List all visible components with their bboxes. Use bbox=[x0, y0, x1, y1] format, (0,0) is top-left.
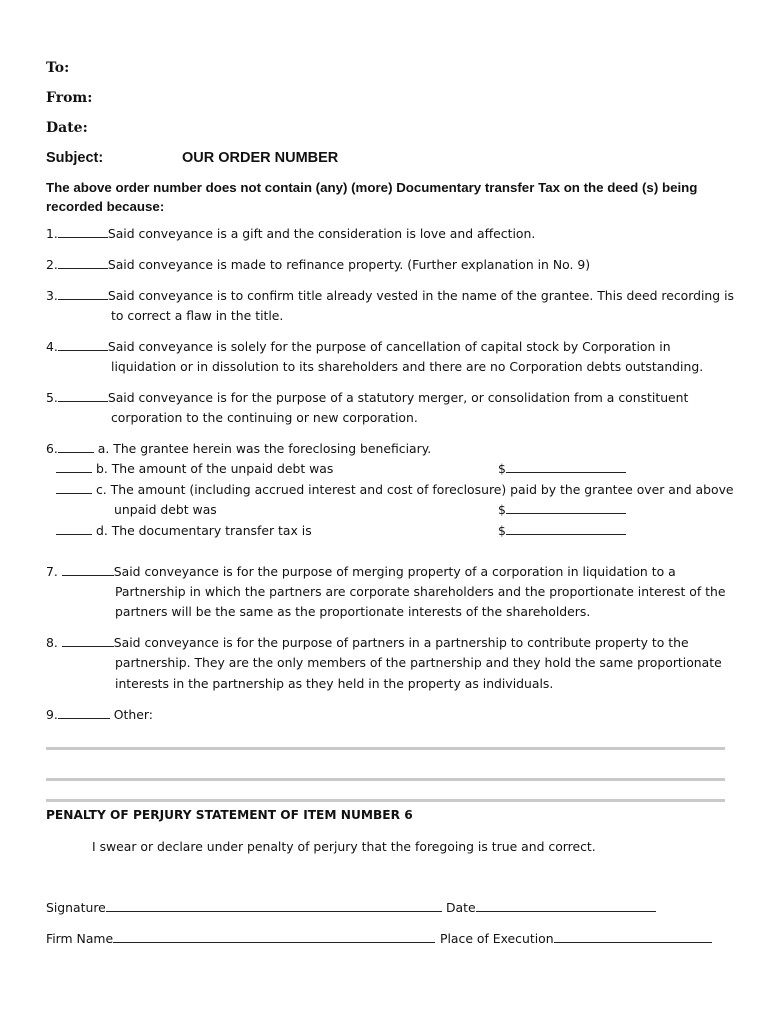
other-line-2[interactable] bbox=[46, 778, 725, 781]
item-number: 1. bbox=[46, 226, 58, 241]
item-text: Said conveyance is made to refinance property. (Further explanation in No. 9) bbox=[107, 257, 591, 272]
checkbox-blank[interactable] bbox=[56, 460, 92, 473]
item-number: 8. bbox=[46, 635, 58, 650]
dollar-sign: $ bbox=[498, 502, 506, 517]
item-text: Said conveyance is for the purpose of partners in a partnership to contribute property to the bbox=[113, 635, 689, 650]
item-number: 2. bbox=[46, 257, 58, 272]
other-label: Other: bbox=[113, 707, 153, 722]
item-6a-text: a. The grantee herein was the foreclosing beneficiary. bbox=[97, 441, 432, 456]
item-number: 3. bbox=[46, 288, 58, 303]
signature-date-label: Date bbox=[446, 900, 476, 915]
from-label: From: bbox=[46, 90, 93, 106]
place-row bbox=[440, 929, 712, 949]
checkbox-blank[interactable] bbox=[58, 440, 94, 453]
item-text: Said conveyance is for the purpose of merging property of a corporation in liquidation to a bbox=[113, 564, 676, 579]
item-7-continuation: Partnership in which the partners are corporate shareholders and the proportionate interest of the bbox=[115, 584, 726, 599]
item-3-continuation: to correct a flaw in the title. bbox=[111, 308, 284, 323]
firm-label: Firm Name bbox=[46, 931, 114, 946]
dollar-sign: $ bbox=[498, 523, 506, 538]
item-5 bbox=[46, 388, 688, 408]
item-4-continuation: liquidation or in dissolution to its shareholders and there are no Corporation debts outstanding. bbox=[111, 359, 704, 374]
amount-blank[interactable] bbox=[506, 460, 626, 473]
subject-value: OUR ORDER NUMBER bbox=[182, 150, 339, 166]
place-label: Place of Execution bbox=[440, 931, 554, 946]
checkbox-blank[interactable] bbox=[58, 225, 108, 238]
item-text: Said conveyance is for the purpose of a statutory merger, or consolidation from a constituent bbox=[107, 390, 689, 405]
intro-paragraph: The above order number does not contain (any) (more) Documentary transfer Tax on the deed (s) being recorded because: bbox=[46, 180, 698, 214]
item-9 bbox=[46, 705, 153, 725]
signature-field[interactable] bbox=[106, 899, 442, 912]
item-8-continuation: partnership. They are the only members of the partnership and they hold the same proportionate bbox=[115, 655, 722, 670]
item-6b bbox=[56, 459, 333, 479]
divider bbox=[46, 799, 725, 802]
date-label: Date: bbox=[46, 120, 88, 136]
checkbox-blank[interactable] bbox=[58, 256, 108, 269]
item-text: Said conveyance is to confirm title already vested in the name of the grantee. This deed recording is bbox=[107, 288, 734, 303]
signature-row bbox=[46, 898, 442, 918]
penalty-heading: PENALTY OF PERJURY STATEMENT OF ITEM NUMBER 6 bbox=[46, 808, 413, 822]
item-8 bbox=[46, 633, 689, 653]
checkbox-blank[interactable] bbox=[58, 287, 108, 300]
item-6b-text: b. The amount of the unpaid debt was bbox=[95, 461, 334, 476]
item-6d-text: d. The documentary transfer tax is bbox=[95, 523, 312, 538]
item-4 bbox=[46, 337, 671, 357]
item-number: 5. bbox=[46, 390, 58, 405]
item-5-continuation: corporation to the continuing or new corporation. bbox=[111, 410, 418, 425]
checkbox-blank[interactable] bbox=[62, 563, 114, 576]
amount-blank[interactable] bbox=[506, 501, 626, 514]
other-line-1[interactable] bbox=[46, 747, 725, 750]
amount-field-6b[interactable] bbox=[498, 459, 626, 479]
firm-row bbox=[46, 929, 435, 949]
item-6c-continuation: unpaid debt was bbox=[114, 502, 217, 517]
item-7 bbox=[46, 562, 676, 582]
item-6d bbox=[56, 521, 312, 541]
signature-label: Signature bbox=[46, 900, 106, 915]
item-6c-text: c. The amount (including accrued interest and cost of foreclosure) paid by the grantee over and above bbox=[95, 482, 734, 497]
item-number: 4. bbox=[46, 339, 58, 354]
firm-field[interactable] bbox=[113, 930, 435, 943]
signature-date-field[interactable] bbox=[476, 899, 656, 912]
item-1 bbox=[46, 224, 535, 244]
amount-field-6c[interactable] bbox=[498, 500, 626, 520]
checkbox-blank[interactable] bbox=[56, 481, 92, 494]
date-row bbox=[446, 898, 656, 918]
checkbox-blank[interactable] bbox=[58, 338, 108, 351]
item-text: Said conveyance is a gift and the consideration is love and affection. bbox=[107, 226, 536, 241]
amount-blank[interactable] bbox=[506, 522, 626, 535]
item-3 bbox=[46, 286, 734, 306]
checkbox-blank[interactable] bbox=[62, 634, 114, 647]
place-field[interactable] bbox=[554, 930, 712, 943]
item-text: Said conveyance is solely for the purpose of cancellation of capital stock by Corporation in bbox=[107, 339, 671, 354]
checkbox-blank[interactable] bbox=[58, 706, 110, 719]
item-number: 9. bbox=[46, 707, 58, 722]
item-6c bbox=[56, 480, 734, 500]
penalty-statement: I swear or declare under penalty of perjury that the foregoing is true and correct. bbox=[92, 839, 596, 854]
to-label: To: bbox=[46, 60, 70, 76]
item-number: 7. bbox=[46, 564, 58, 579]
item-6a bbox=[46, 439, 431, 459]
amount-field-6d[interactable] bbox=[498, 521, 626, 541]
item-number: 6. bbox=[46, 441, 58, 456]
item-2 bbox=[46, 255, 590, 275]
item-8-continuation: interests in the partnership as they held in the property as individuals. bbox=[115, 676, 554, 691]
subject-label: Subject: bbox=[46, 150, 104, 166]
item-7-continuation: partners will be the same as the proportionate interests of the shareholders. bbox=[115, 604, 591, 619]
checkbox-blank[interactable] bbox=[56, 522, 92, 535]
dollar-sign: $ bbox=[498, 461, 506, 476]
checkbox-blank[interactable] bbox=[58, 389, 108, 402]
